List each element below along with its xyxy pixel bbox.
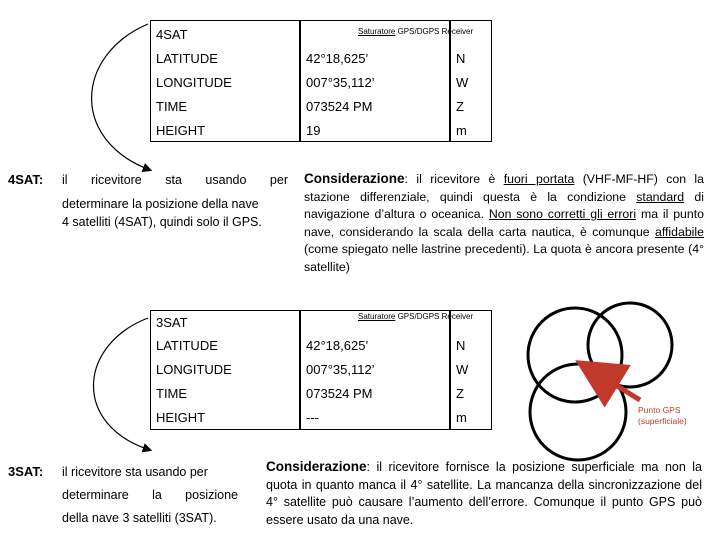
table1-row-value: 42°18,625’ bbox=[306, 51, 369, 66]
table2-row-unit: W bbox=[456, 362, 469, 377]
table1-row-value: 19 bbox=[306, 123, 321, 138]
gps-point-label-line1: Punto GPS bbox=[638, 405, 681, 415]
section1-line3: 4 satelliti (4SAT), quindi solo il GPS. bbox=[62, 215, 262, 229]
gps-point-label-line2: (superficiale) bbox=[638, 416, 687, 426]
table1-row-value: 007°35,112’ bbox=[306, 75, 375, 90]
section1-line2: determinare la posizione della nave bbox=[62, 197, 259, 211]
section1-label: 4SAT: bbox=[8, 172, 44, 187]
table2-row-label: TIME bbox=[156, 386, 188, 401]
table2-row-value: 42°18,625’ bbox=[306, 338, 369, 353]
section2-line1: il ricevitore sta usando per bbox=[62, 465, 208, 479]
consideration2-title: Considerazione bbox=[266, 459, 367, 474]
table2-row-label: LONGITUDE bbox=[156, 362, 232, 377]
table2-row-label: LATITUDE bbox=[156, 338, 218, 353]
table2-row-unit: Z bbox=[456, 386, 464, 401]
table2-row-value: 007°35,112’ bbox=[306, 362, 375, 377]
table2-header: Saturatore GPS/DGPS Receiver bbox=[358, 312, 474, 321]
table2-row-label: HEIGHT bbox=[156, 410, 206, 425]
table1-row-unit: Z bbox=[456, 99, 464, 114]
table1-row-unit: W bbox=[456, 75, 469, 90]
section2-line3: della nave 3 satelliti (3SAT). bbox=[62, 511, 217, 525]
table2-row-value: 073524 PM bbox=[306, 386, 373, 401]
table2-row-unit: N bbox=[456, 338, 466, 353]
section2-line2: determinare la posizione bbox=[62, 488, 238, 502]
satellite-range-circle-3 bbox=[530, 364, 626, 460]
section1-line1: il ricevitore sta usando per bbox=[62, 173, 288, 187]
gps-point-arrow bbox=[588, 368, 640, 400]
consideration1-title: Considerazione bbox=[304, 171, 405, 186]
section2-label: 3SAT: bbox=[8, 464, 44, 479]
table1-row-label: TIME bbox=[156, 99, 188, 114]
satellite-range-circle-1 bbox=[528, 308, 622, 402]
table1-row-unit: N bbox=[456, 51, 466, 66]
table2-row-unit: m bbox=[456, 410, 467, 425]
table2-row-value: --- bbox=[306, 410, 319, 425]
consideration1-paragraph: Considerazione: il ricevitore è fuori portata (VHF-MF-HF) con la stazione differenziale, quindi questa è la condizione standard di navigazione d’altura o oceanica. Non sono corretti gli errori ma il punto nave, considerando la scala della carta nautica, è comunque affidabile (come spiegato nelle lastrine precedenti). La quota è ancora presente (4° satellite) bbox=[304, 171, 704, 274]
table2-row-label: 3SAT bbox=[156, 315, 188, 330]
consideration2-paragraph: Considerazione: il ricevitore fornisce la posizione superficiale ma non la quota in quanto manca il 4° satellite. La mancanza della sincronizzazione del 4° satellite può causare l’aumento dell’errore. Comunque il punto GPS può essere usato da una nave. bbox=[266, 459, 702, 527]
table1-row-value: 073524 PM bbox=[306, 99, 373, 114]
table1-header: Saturatore GPS/DGPS Receiver bbox=[358, 27, 474, 36]
table1-row-label: LONGITUDE bbox=[156, 75, 232, 90]
table1-row-label: 4SAT bbox=[156, 27, 188, 42]
table1-row-label: HEIGHT bbox=[156, 123, 206, 138]
table1-row-label: LATITUDE bbox=[156, 51, 218, 66]
table1-row-unit: m bbox=[456, 123, 467, 138]
